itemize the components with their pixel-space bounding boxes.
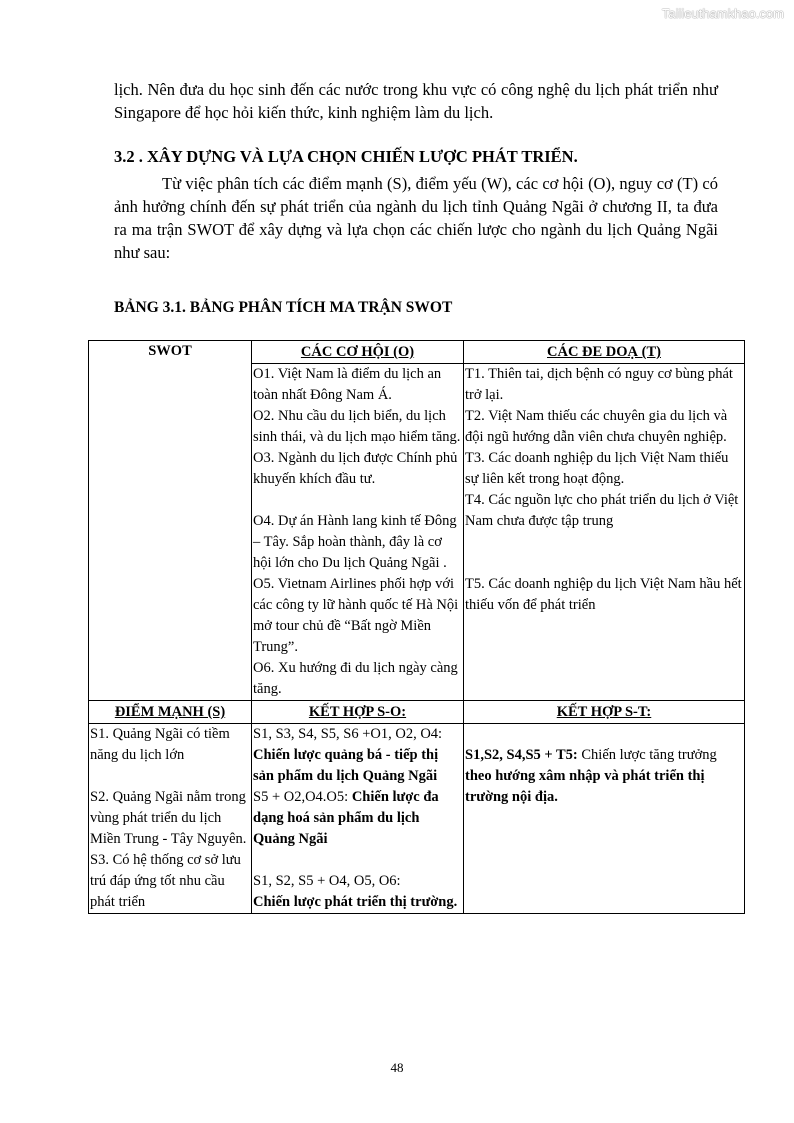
threat-t3-continued: sự liên kết trong hoạt động. — [465, 471, 625, 487]
threat-t2: T2. Việt Nam thiếu các chuyên gia du lịch và đội ngũ hướng dẫn viên chưa chuyên nghiệp. — [465, 408, 728, 445]
so-header: KẾT HỢP S-O: — [252, 701, 464, 724]
so-strategy-2: Chiến lược đa dạng hoá sản phẩm du lịch Quảng Ngãi — [253, 789, 439, 847]
strengths-header: ĐIỂM MẠNH (S) — [89, 701, 252, 724]
so-cell — [252, 724, 464, 914]
strategy-header-row — [89, 701, 745, 724]
strength-s2: S2. Quảng Ngãi nằm trong vùng phát triển du lịch Miền Trung - Tây Nguyên. — [90, 789, 247, 847]
opportunity-o4: O4. Dự án Hành lang kinh tế Đông – Tây. Sắp hoàn thành, đây là cơ hội lớn cho Du lịch Quảng Ngãi . — [253, 513, 457, 571]
so-strategy-3: Chiến lược phát triển thị trường. — [253, 894, 458, 910]
opportunities-cell — [252, 364, 464, 701]
swot-table — [88, 340, 745, 914]
so-combo-1: S1, S3, S4, S5, S6 +O1, O2, O4: — [253, 726, 443, 742]
st-text-1: Chiến lược tăng trưởng — [581, 747, 717, 763]
opportunity-o3: O3. Ngành du lịch được Chính phủ khuyến khích đầu tư. — [253, 450, 458, 487]
strength-s3: S3. Có hệ thống cơ sở lưu trú đáp ứng tốt nhu cầu phát triển — [90, 852, 241, 910]
spacer — [90, 766, 250, 787]
so-combo-3: S1, S2, S5 + O4, O5, O6: — [253, 873, 401, 889]
swot-label: SWOT — [148, 343, 192, 359]
threats-cell — [464, 364, 745, 701]
table-title: BẢNG 3.1. BẢNG PHÂN TÍCH MA TRẬN SWOT — [114, 299, 453, 316]
swot-corner-cell — [89, 341, 252, 701]
opportunity-o1: O1. Việt Nam là điểm du lịch an toàn nhất Đông Nam Á. — [253, 366, 442, 403]
spacer — [253, 850, 462, 871]
threat-t1: T1. Thiên tai, dịch bệnh có nguy cơ bùng phát trở lại. — [465, 366, 733, 403]
watermark: Tailieuthamkhao.com — [661, 6, 784, 21]
page-number: 48 — [390, 1060, 404, 1075]
opportunities-header: CÁC CƠ HỘI (O) — [252, 341, 464, 364]
spacer — [465, 553, 743, 574]
opportunity-o5: O5. Vietnam Airlines phối hợp với các công ty lữ hành quốc tế Hà Nội mở tour chủ đề “Bất ngờ Miền Trung”. — [253, 576, 459, 655]
threats-header: CÁC ĐE DOẠ (T) — [464, 341, 745, 364]
strength-s1: S1. Quảng Ngãi có tiềm năng du lịch lớn — [90, 726, 230, 763]
strengths-row — [89, 724, 745, 914]
table-header-row — [89, 341, 745, 364]
st-cell — [464, 724, 745, 914]
st-strategy-1: theo hướng xâm nhập và phát triển thị trường nội địa. — [465, 768, 705, 805]
opportunity-o2: O2. Nhu cầu du lịch biển, du lịch sinh thái, và du lịch mạo hiểm tăng. — [253, 408, 461, 445]
intro-paragraph: lịch. Nên đưa du học sinh đến các nước trong khu vực có công nghệ du lịch phát triển như Singapore để học hỏi kiến thức, kinh nghiệm làm du lịch. — [114, 80, 718, 122]
so-strategy-1: Chiến lược quảng bá - tiếp thị sản phẩm du lịch Quảng Ngãi — [253, 747, 439, 784]
spacer — [253, 490, 462, 511]
opportunity-o6: O6. Xu hướng đi du lịch ngày càng tăng. — [253, 660, 458, 697]
so-combo-2: S5 + O2,O4.O5: — [253, 789, 349, 805]
st-header: KẾT HỢP S-T: — [464, 701, 745, 724]
body-paragraph: Từ việc phân tích các điểm mạnh (S), điểm yếu (W), các cơ hội (O), nguy cơ (T) có ảnh hưởng chính đến sự phát triển của ngành du lịch tỉnh Quảng Ngãi ở chương II, ta đưa ra ma trận SWOT để xây dựng và lựa chọn các chiến lược cho ngành du lịch Quảng Ngãi như sau: — [114, 174, 718, 262]
st-combo-1: S1,S2, S4,S5 + T5: — [465, 747, 578, 763]
threat-t4: T4. Các nguồn lực cho phát triển du lịch ở Việt Nam chưa được tập trung — [465, 492, 739, 529]
section-heading: 3.2 . XÂY DỰNG VÀ LỰA CHỌN CHIẾN LƯỢC PHÁT TRIỂN. — [114, 147, 578, 166]
threat-t5: T5. Các doanh nghiệp du lịch Việt Nam hầu hết thiếu vốn để phát triển — [465, 576, 742, 613]
threat-t3: T3. Các doanh nghiệp du lịch Việt Nam thiếu — [465, 450, 729, 466]
strengths-cell — [89, 724, 252, 914]
spacer — [465, 532, 743, 553]
